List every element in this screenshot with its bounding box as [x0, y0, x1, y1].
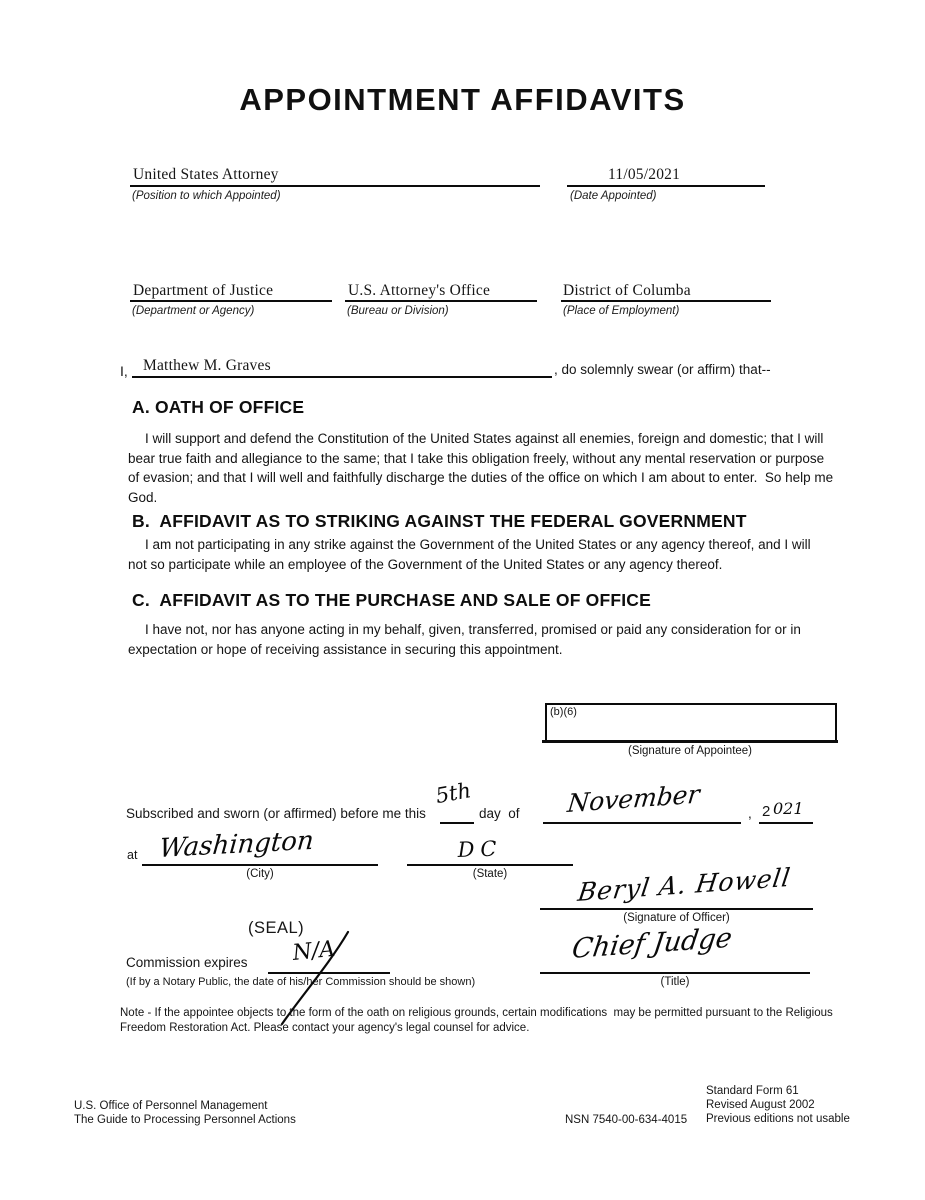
handwritten-month: November — [566, 779, 702, 818]
at-text: at — [127, 848, 138, 862]
section-b-heading: B. AFFIDAVIT AS TO STRIKING AGAINST THE FEDERAL GOVERNMENT — [132, 511, 747, 531]
officer-title-line — [540, 972, 810, 974]
footer-agency-line1: U.S. Office of Personnel Management — [74, 1100, 268, 1112]
form-title: APPOINTMENT AFFIDAVITS — [239, 82, 686, 117]
handwritten-officer-signature: Beryl A. Howell — [576, 862, 793, 907]
department-label: (Department or Agency) — [132, 305, 255, 317]
section-b-body: I am not participating in any strike against the Government of the United States or any agency thereof, and I will not so participate while an employee of the Government of the United States or any agency thereof. — [128, 537, 815, 572]
commission-note: (If by a Notary Public, the date of his/her Commission should be shown) — [126, 976, 476, 988]
appointee-signature-box — [545, 703, 837, 742]
footer-agency-line2: The Guide to Processing Personnel Actions — [74, 1114, 296, 1126]
redaction-code: (b)(6) — [550, 706, 577, 718]
state-line — [407, 864, 573, 866]
department-line — [130, 300, 332, 302]
appointee-signature-line — [542, 740, 838, 743]
department-value: Department of Justice — [133, 282, 274, 299]
section-a-body: I will support and defend the Constitution of the United States against all enemies, foreign and domestic; that I will bear true faith and allegiance to the same; that I take this obligation freely, without any mental reservation or purpose of evasion; and that I will well and faithfully discharge the duties of the office on which I am about to enter. So help me God. — [128, 431, 837, 505]
officer-title-label: (Title) — [660, 976, 690, 988]
section-c-body: I have not, nor has anyone acting in my behalf, given, transferred, promised or paid any consideration for or in expectation or hope of receiving assistance in securing this appointment. — [128, 622, 805, 657]
state-label: (State) — [472, 868, 508, 880]
commission-expires-label: Commission expires — [126, 955, 248, 970]
appointee-name: Matthew M. Graves — [143, 357, 271, 374]
day-of-text: day of — [479, 806, 520, 821]
place-label: (Place of Employment) — [563, 305, 680, 317]
handwritten-commission-expires: N/A — [291, 936, 337, 966]
place-line — [561, 300, 771, 302]
position-label: (Position to which Appointed) — [132, 190, 281, 202]
appointee-name-line — [132, 376, 552, 378]
day-line — [440, 822, 474, 824]
swear-suffix: , do solemnly swear (or affirm) that-- — [554, 362, 771, 377]
handwritten-day: 5th — [433, 778, 473, 808]
month-line — [543, 822, 741, 824]
position-line — [130, 185, 540, 187]
religious-note: Note - If the appointee objects to the form of the oath on religious grounds, certain modifications may be permitted pursuant to the Religious Freedom Restoration Act. Please contact your agency's legal counsel for advice. — [120, 1007, 836, 1034]
seal-text: (SEAL) — [248, 919, 305, 937]
date-appointed-line — [567, 185, 765, 187]
section-c-heading: C. AFFIDAVIT AS TO THE PURCHASE AND SALE OF OFFICE — [132, 590, 652, 610]
place-value: District of Columba — [563, 282, 691, 299]
officer-signature-label: (Signature of Officer) — [623, 912, 730, 924]
footer-form-number: Standard Form 61 — [706, 1085, 799, 1097]
officer-signature-line — [540, 908, 813, 910]
appointee-signature-label: (Signature of Appointee) — [627, 745, 753, 757]
year-prefix: 2 — [762, 803, 771, 820]
year-line — [759, 822, 813, 824]
year-comma: , — [748, 806, 752, 821]
city-line — [142, 864, 378, 866]
bureau-value: U.S. Attorney's Office — [348, 282, 491, 299]
footer-revision: Revised August 2002 — [706, 1099, 815, 1111]
footer-nsn: NSN 7540-00-634-4015 — [565, 1114, 688, 1126]
handwritten-year: 021 — [773, 799, 804, 818]
handwritten-city: Washington — [158, 825, 316, 864]
section-a-heading: A. OATH OF OFFICE — [132, 397, 305, 417]
bureau-label: (Bureau or Division) — [347, 305, 449, 317]
footer-editions: Previous editions not usable — [706, 1113, 850, 1125]
position-value: United States Attorney — [133, 166, 279, 183]
handwritten-officer-title: Chief Judge — [570, 922, 735, 965]
swear-prefix: I, — [120, 363, 128, 379]
sworn-prefix: Subscribed and sworn (or affirmed) before me this — [126, 806, 426, 821]
handwritten-state: DC — [457, 836, 503, 862]
date-appointed-value: 11/05/2021 — [608, 166, 681, 183]
bureau-line — [345, 300, 537, 302]
city-label: (City) — [246, 868, 274, 880]
date-appointed-label: (Date Appointed) — [570, 190, 657, 202]
